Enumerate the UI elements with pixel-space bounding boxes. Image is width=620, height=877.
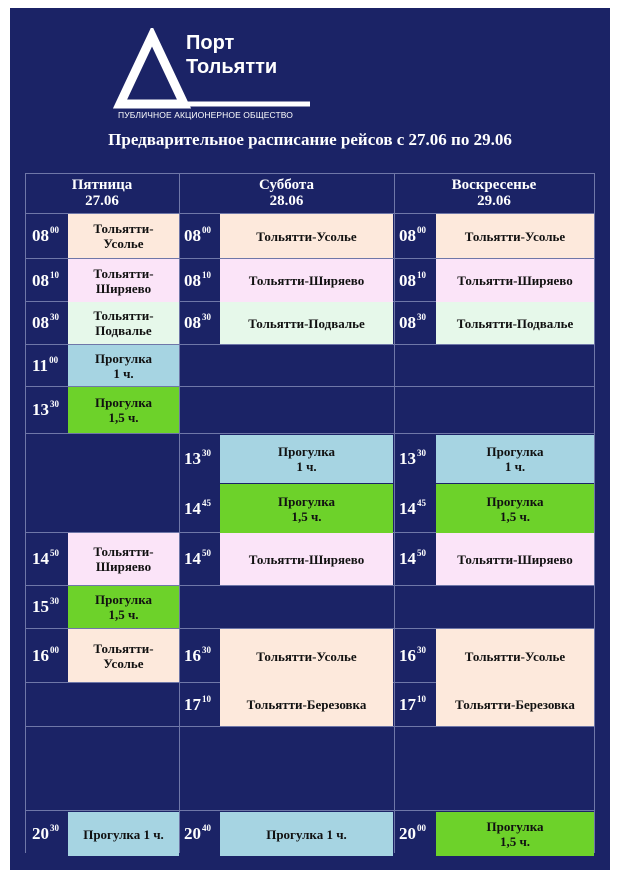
- departure-time: 14 $^{45}$: [399, 497, 426, 518]
- logo-name-line1: Порт: [186, 32, 235, 54]
- departure-time: 17 $^{10}$: [399, 693, 426, 714]
- route-cell: Тольятти-Ширяево: [436, 533, 594, 585]
- departure-time: 14 $^{50}$: [184, 548, 211, 568]
- route-cell: Тольятти- Ширяево: [68, 533, 179, 585]
- day-date: 29.06: [477, 193, 511, 209]
- route-cell: Тольятти-Усолье: [220, 214, 393, 258]
- route-cell: Прогулка 1,5 ч.: [68, 586, 179, 628]
- departure-time: 14 $^{50}$: [399, 548, 426, 568]
- departure-time: 20 $^{30}$: [32, 823, 59, 843]
- route-cell: Тольятти- Подвалье: [68, 302, 179, 344]
- departure-time: 16 $^{30}$: [399, 645, 426, 665]
- header-saturday: [179, 177, 394, 209]
- route-cell: Тольятти-Березовка: [436, 683, 594, 726]
- departure-time: 08 $^{30}$: [399, 312, 426, 332]
- departure-time: 14 $^{50}$: [32, 548, 59, 568]
- departure-time: 13 $^{30}$: [32, 399, 59, 419]
- departure-time: 20 $^{00}$: [399, 823, 426, 843]
- route-cell: Прогулка 1 ч.: [220, 435, 393, 483]
- departure-time: 08 $^{00}$: [32, 225, 59, 245]
- logo-subtitle: ПУБЛИЧНОЕ АКЦИОНЕРНОЕ ОБЩЕСТВО: [118, 110, 293, 120]
- departure-time: 08 $^{10}$: [184, 269, 211, 290]
- day-date: 28.06: [269, 193, 304, 209]
- departure-time: 08 $^{00}$: [399, 225, 426, 245]
- route-cell: Прогулка 1,5 ч.: [220, 484, 393, 533]
- header-sunday: [394, 177, 594, 209]
- route-cell: Тольятти-Ширяево: [436, 259, 594, 302]
- route-cell: Прогулка 1 ч.: [220, 812, 393, 856]
- departure-time: 13 $^{30}$: [184, 448, 211, 468]
- departure-time: 08 $^{10}$: [399, 269, 426, 290]
- departure-time: 08 $^{10}$: [32, 269, 59, 290]
- route-cell: Прогулка 1,5 ч.: [436, 484, 594, 533]
- page-title: Предварительное расписание рейсов с 27.06 по 29.06: [108, 130, 512, 149]
- day-name: Пятница: [71, 177, 133, 193]
- route-cell: Тольятти-Усолье: [436, 214, 594, 258]
- departure-time: 08 $^{30}$: [32, 312, 59, 332]
- route-cell: Тольятти- Усолье: [68, 629, 179, 682]
- departure-time: 20 $^{40}$: [184, 823, 211, 843]
- route-cell: Прогулка 1,5 ч.: [68, 387, 179, 433]
- departure-time: 16 $^{00}$: [32, 644, 59, 665]
- departure-time: 11 $^{00}$: [32, 354, 59, 375]
- departure-time: 14 $^{45}$: [184, 497, 211, 518]
- route-cell: Прогулка 1 ч.: [436, 435, 594, 483]
- route-cell: Тольятти-Подвалье: [436, 302, 594, 344]
- logo-name: [186, 31, 277, 79]
- route-cell: Прогулка 1 ч.: [68, 345, 179, 386]
- departure-time: 13 $^{30}$: [399, 448, 426, 468]
- day-name: Воскресенье: [451, 177, 537, 193]
- departure-time: 08 $^{30}$: [184, 312, 211, 332]
- route-cell: Тольятти- Усолье: [68, 214, 179, 258]
- route-cell: Тольятти-Усолье: [220, 629, 393, 683]
- route-cell: Прогулка 1 ч.: [68, 812, 179, 856]
- route-cell: Тольятти- Ширяево: [68, 259, 179, 302]
- route-cell: Прогулка 1,5 ч.: [436, 812, 594, 856]
- route-cell: Тольятти-Ширяево: [220, 259, 393, 302]
- departure-time: 16 $^{30}$: [184, 645, 211, 665]
- departure-time: 08 $^{00}$: [184, 225, 211, 245]
- route-cell: Тольятти-Подвалье: [220, 302, 393, 344]
- departure-time: 15 $^{30}$: [32, 596, 59, 616]
- route-cell: Тольятти-Березовка: [220, 683, 393, 726]
- departure-time: 17 $^{10}$: [184, 693, 211, 714]
- logo-name-line2: Тольятти: [186, 56, 278, 78]
- day-name: Суббота: [259, 177, 314, 193]
- header-friday: [25, 177, 179, 209]
- route-cell: Тольятти-Ширяево: [220, 533, 393, 585]
- day-date: 27.06: [85, 193, 119, 209]
- route-cell: Тольятти-Усолье: [436, 629, 594, 683]
